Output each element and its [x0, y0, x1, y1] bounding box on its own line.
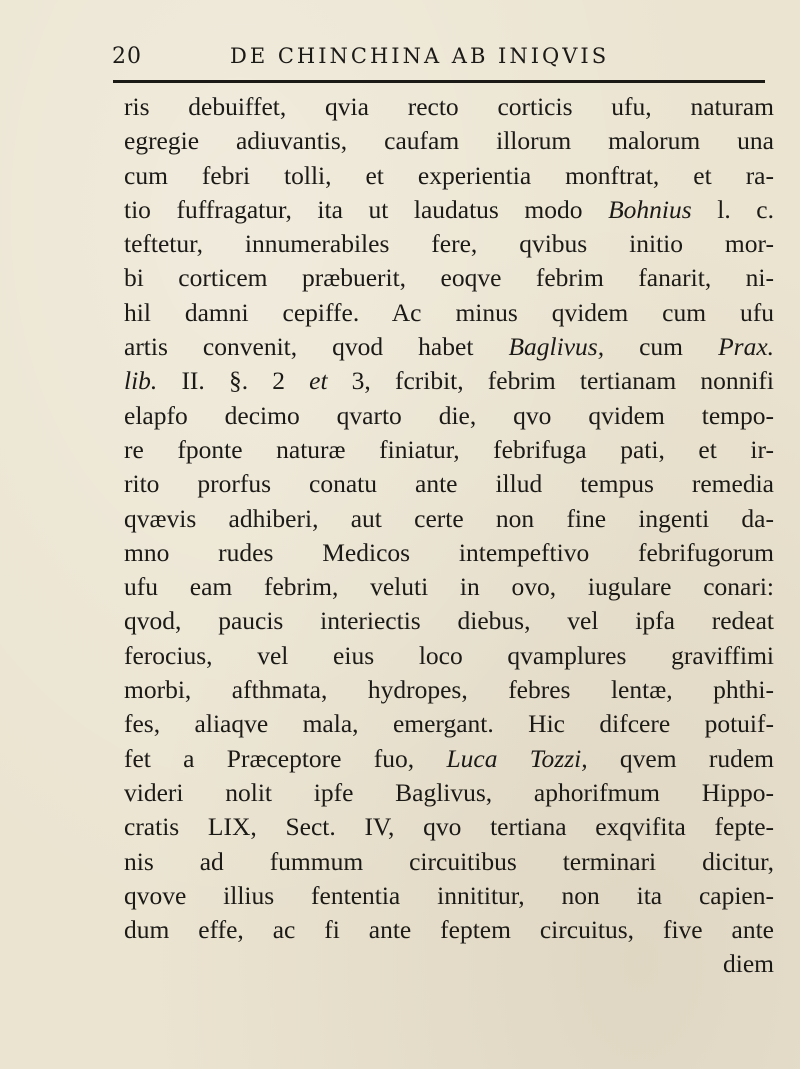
page-number: 20 — [112, 44, 142, 69]
text-line — [124, 467, 774, 501]
text-segment: re fponte naturæ finiatur, febrifuga pati, et ir- — [124, 434, 774, 464]
text-line — [124, 742, 774, 776]
text-segment: Luca Tozzi, — [446, 743, 588, 773]
text-line — [124, 364, 774, 398]
text-line — [124, 604, 774, 638]
text-line — [124, 193, 774, 227]
text-segment: rito prorfus conatu ante illud tempus remedia — [124, 469, 774, 499]
text-line — [124, 707, 774, 741]
text-segment: hil damni cepiffe. Ac minus qvidem cum ufu — [124, 297, 774, 327]
text-segment: Baglivus, — [508, 332, 605, 362]
text-line — [124, 90, 774, 124]
text-segment: mno rudes Medicos intempeftivo febrifugorum — [124, 537, 774, 567]
text-line — [124, 639, 774, 673]
text-segment: videri nolit ipfe Baglivus, aphorifmum Hippo- — [124, 777, 774, 807]
body-text — [124, 90, 774, 982]
text-segment: 3, fcribit, febrim tertianam nonnifi — [327, 366, 774, 396]
text-segment: Bohnius — [608, 194, 692, 224]
text-segment: artis convenit, qvod habet — [124, 332, 509, 362]
text-segment: teftetur, innumerabiles fere, qvibus initio mor- — [124, 229, 774, 259]
text-segment: lib. — [124, 366, 158, 396]
text-segment: Prax. — [718, 332, 775, 362]
text-line — [124, 124, 774, 158]
text-line — [124, 673, 774, 707]
text-line — [124, 502, 774, 536]
text-line — [124, 913, 774, 947]
text-line — [124, 159, 774, 193]
text-segment: ris debuiffet, qvia recto corticis ufu, naturam — [124, 92, 774, 121]
text-line — [124, 433, 774, 467]
text-segment: cum — [604, 332, 719, 362]
text-segment: qvævis adhiberi, aut certe non fine ingenti da- — [124, 503, 774, 533]
text-line — [124, 810, 774, 844]
text-line — [124, 536, 774, 570]
text-segment: bi corticem præbuerit, eoqve febrim fanarit, ni- — [124, 263, 774, 293]
text-segment: fet a Præceptore fuo, — [124, 743, 447, 773]
text-line — [124, 879, 774, 913]
text-segment: egregie adiuvantis, caufam illorum malorum una — [124, 126, 774, 156]
text-segment: qvem rudem — [587, 743, 774, 773]
text-line — [124, 947, 774, 981]
text-segment: nis ad fummum circuitibus terminari dicitur, — [124, 846, 774, 876]
text-line — [124, 296, 774, 330]
header-rule — [113, 80, 765, 83]
text-segment: dum effe, ac fi ante feptem circuitus, five ante — [124, 915, 774, 945]
text-segment: cum febri tolli, et experientia monftrat, et ra- — [124, 160, 774, 190]
text-segment: tio fuffragatur, ita ut laudatus modo — [124, 194, 609, 224]
text-segment: qvove illius fententia innititur, non ita capien- — [124, 880, 774, 910]
text-line — [124, 399, 774, 433]
text-segment: cratis LIX, Sect. IV, qvo tertiana exqvifita fepte- — [124, 812, 774, 842]
text-segment: elapfo decimo qvarto die, qvo qvidem tempo- — [124, 400, 774, 430]
text-segment: ufu eam febrim, veluti in ovo, iugulare conari: — [124, 572, 774, 602]
text-segment: et — [309, 366, 328, 396]
text-line — [124, 330, 774, 364]
text-segment: fes, aliaqve mala, emergant. Hic difcere potuif- — [124, 709, 774, 739]
text-segment: l. c. — [691, 194, 774, 224]
text-segment: ferocius, vel eius loco qvamplures graviffimi — [124, 640, 774, 670]
text-line — [124, 776, 774, 810]
text-line — [124, 570, 774, 604]
text-line — [124, 227, 774, 261]
text-line — [124, 845, 774, 879]
running-title: DE CHINCHINA AB INIQVIS — [230, 44, 610, 68]
text-segment: diem — [723, 949, 774, 979]
text-line — [124, 261, 774, 295]
text-segment: qvod, paucis interiectis diebus, vel ipfa redeat — [124, 606, 774, 636]
text-segment: morbi, afthmata, hydropes, febres lentæ, phthi- — [124, 675, 774, 705]
text-segment: II. §. 2 — [157, 366, 310, 396]
running-head — [100, 44, 740, 78]
